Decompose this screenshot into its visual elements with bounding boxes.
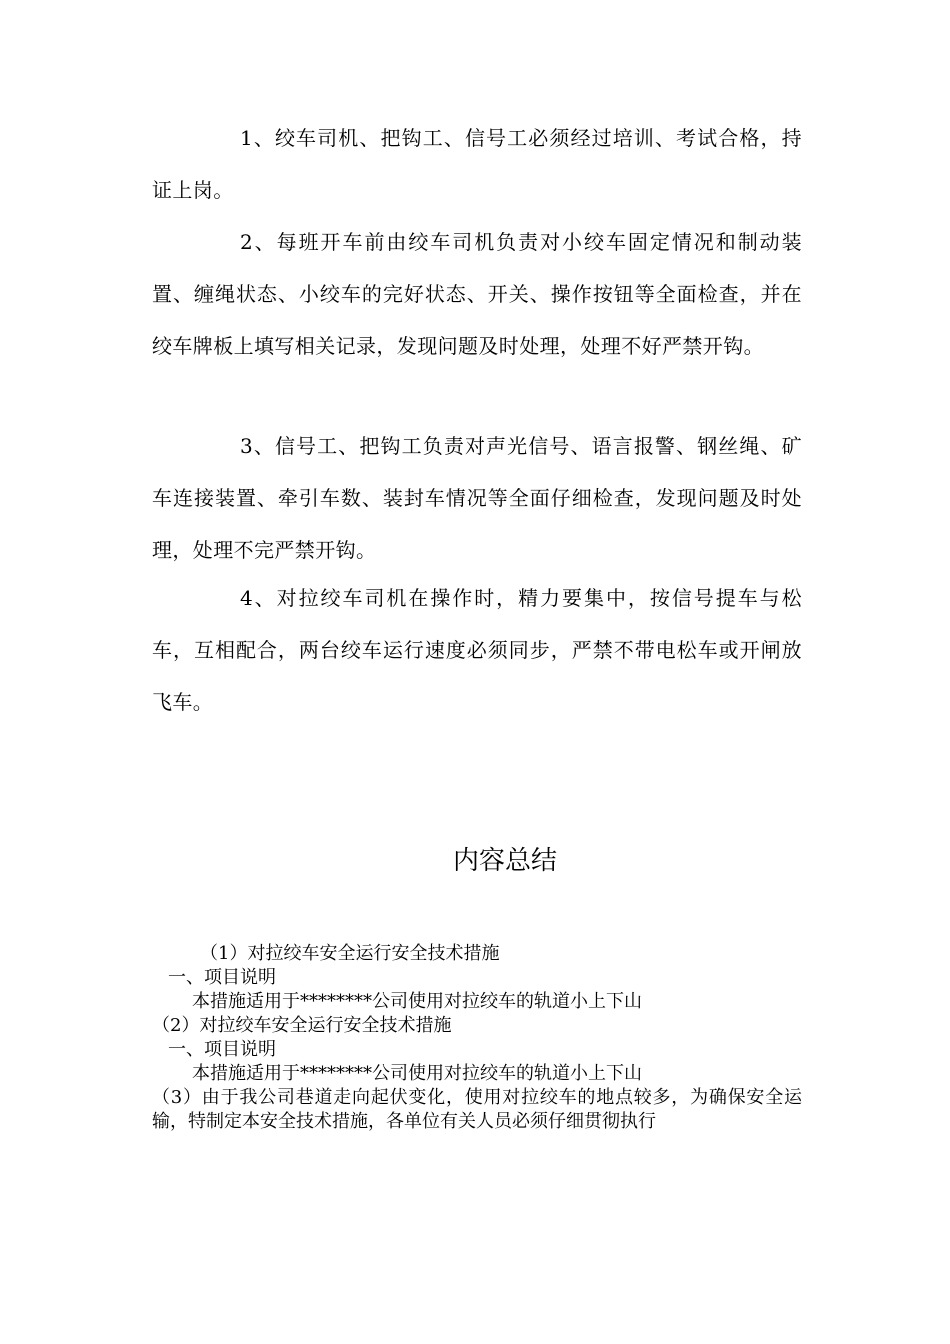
- summary-line-2: 一、项目说明: [168, 967, 276, 988]
- body-paragraph-2: 2、每班开车前由绞车司机负责对小绞车固定情况和制动装置、缠绳状态、小绞车的完好状态、开关、操作按钮等全面检查，并在绞车牌板上填写相关记录，发现问题及时处理，处理不好严禁开钩。: [152, 230, 802, 358]
- body-paragraph-4: 4、对拉绞车司机在操作时，精力要集中，按信号提车与松车，互相配合，两台绞车运行速度必须同步，严禁不带电松车或开闸放飞车。: [152, 586, 802, 714]
- summary-title: 内容总结: [452, 846, 557, 876]
- summary-section: [152, 942, 802, 1134]
- summary-line-4: （2）对拉绞车安全运行安全技术措施: [152, 1015, 452, 1036]
- body-paragraph-1: 1、绞车司机、把钩工、信号工必须经过培训、考试合格，持证上岗。: [152, 126, 802, 202]
- summary-line-5: 一、项目说明: [168, 1039, 276, 1060]
- summary-line-6: 本措施适用于********公司使用对拉绞车的轨道小上下山: [192, 1063, 642, 1084]
- summary-line-1: （1）对拉绞车安全运行安全技术措施: [200, 943, 500, 964]
- summary-line-3: 本措施适用于********公司使用对拉绞车的轨道小上下山: [192, 991, 642, 1012]
- summary-line-7: （3）由于我公司巷道走向起伏变化，使用对拉绞车的地点较多，为确保安全运输，特制定本安全技术措施，各单位有关人员必须仔细贯彻执行: [152, 1087, 802, 1132]
- body-paragraph-3: 3、信号工、把钩工负责对声光信号、语言报警、钢丝绳、矿车连接装置、牵引车数、装封车情况等全面仔细检查，发现问题及时处理，处理不完严禁开钩。: [152, 434, 802, 562]
